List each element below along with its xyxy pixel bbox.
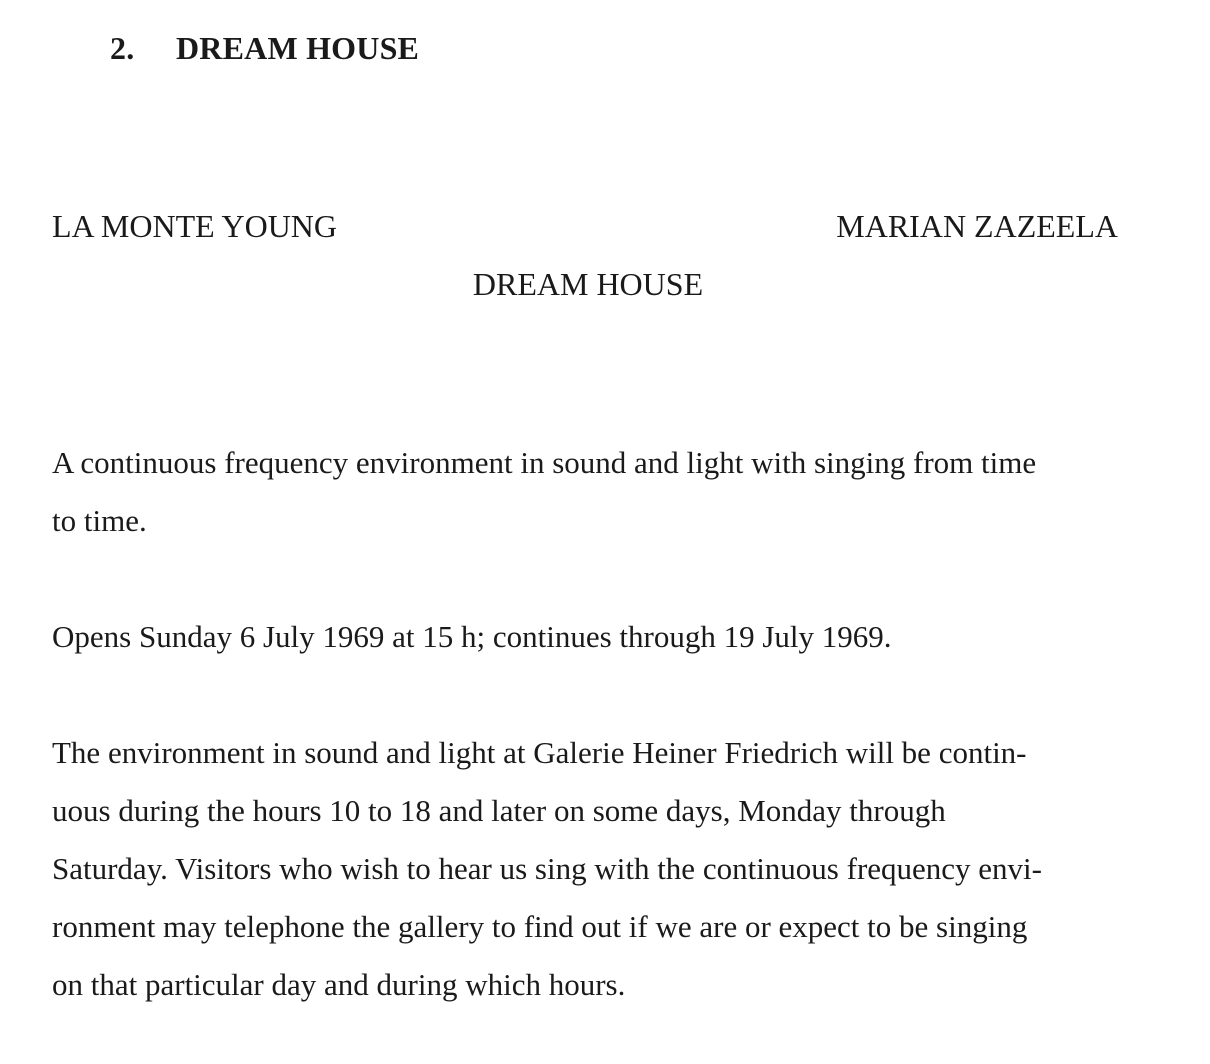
text-line: on that particular day and during which hours. (52, 967, 626, 1002)
text-line: to time. (52, 503, 147, 538)
artist-name-left: LA MONTE YOUNG (52, 208, 338, 244)
section-heading (110, 30, 419, 67)
artist-name-right: MARIAN ZAZEELA (836, 208, 1118, 244)
description-paragraph (52, 434, 1132, 550)
section-number: 2. (110, 30, 135, 66)
work-title: DREAM HOUSE (472, 266, 704, 302)
details-paragraph (52, 724, 1132, 1014)
text-line: The environment in sound and light at Galerie Heiner Friedrich will be contin- (52, 735, 1027, 770)
section-title: DREAM HOUSE (176, 30, 420, 66)
text-line: A continuous frequency environment in sound and light with singing from time (52, 445, 1037, 480)
text-line: ronment may telephone the gallery to find out if we are or expect to be singing (52, 909, 1028, 944)
dates-paragraph (52, 608, 1132, 666)
text-line: Saturday. Visitors who wish to hear us sing with the continuous frequency envi- (52, 851, 1042, 886)
text-line: uous during the hours 10 to 18 and later on some days, Monday through (52, 793, 946, 828)
text-line: Opens Sunday 6 July 1969 at 15 h; continues through 19 July 1969. (52, 619, 892, 654)
